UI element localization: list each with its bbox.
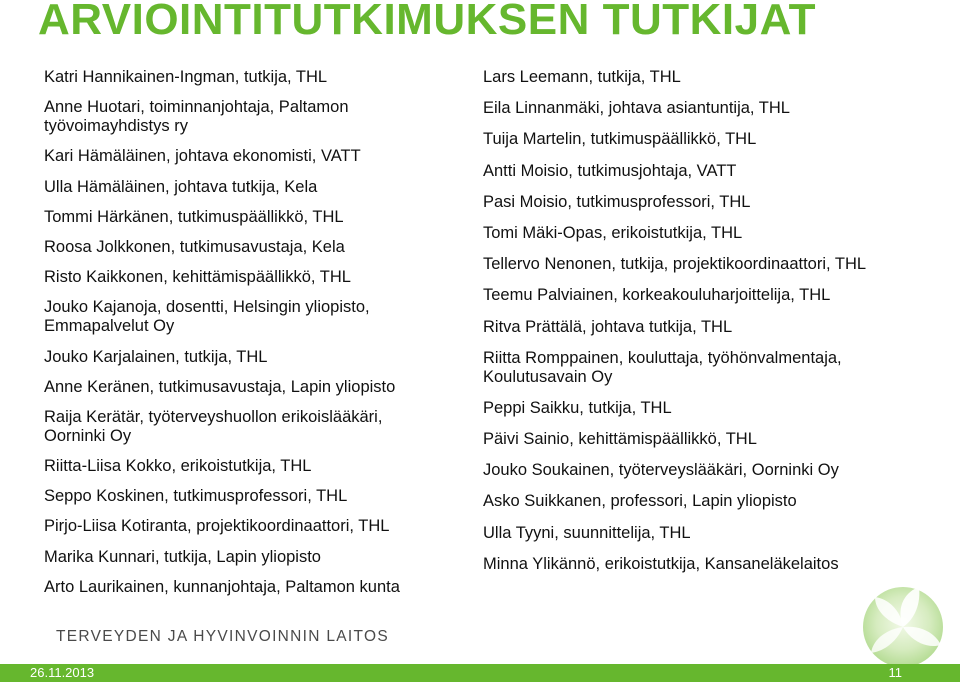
organization-name: TERVEYDEN JA HYVINVOINNIN LAITOS [56, 628, 390, 645]
page-number: 11 [888, 665, 902, 680]
list-item: Jouko Soukainen, työterveyslääkäri, Oorninki Oy [483, 461, 839, 480]
list-item: Seppo Koskinen, tutkimusprofessori, THL [44, 487, 348, 506]
list-item: Risto Kaikkonen, kehittämispäällikkö, THL [44, 268, 351, 287]
list-item: Anne Keränen, tutkimusavustaja, Lapin yliopisto [44, 377, 396, 396]
list-item: Minna Ylikännö, erikoistutkija, Kansaneläkelaitos [483, 554, 839, 573]
list-item: Ritva Prättälä, johtava tutkija, THL [483, 317, 733, 336]
list-item: Tomi Mäki-Opas, erikoistutkija, THL [483, 223, 743, 242]
list-item: Katri Hannikainen-Ingman, tutkija, THL [44, 68, 328, 86]
list-item: Marika Kunnari, tutkija, Lapin yliopisto [44, 547, 321, 566]
thl-leaf-icon [845, 575, 955, 665]
list-item: Ulla Hämäläinen, johtava tutkija, Kela [44, 177, 318, 196]
researcher-list-right [483, 68, 933, 586]
slide-title: ARVIOINTITUTKIMUKSEN TUTKIJAT [38, 0, 816, 44]
list-item: Anne Huotari, toiminnanjohtaja, Paltamon työvoimayhdistys ry [44, 98, 349, 136]
list-item: Jouko Karjalainen, tutkija, THL [44, 347, 268, 366]
list-item: Kari Hämäläinen, johtava ekonomisti, VATT [44, 147, 361, 166]
list-item: Lars Leemann, tutkija, THL [483, 68, 681, 86]
list-item: Eila Linnanmäki, johtava asiantuntija, THL [483, 99, 790, 118]
list-item: Päivi Sainio, kehittämispäällikkö, THL [483, 430, 757, 449]
list-item: Teemu Palviainen, korkeakouluharjoittelija, THL [483, 286, 831, 305]
list-item: Tellervo Nenonen, tutkija, projektikoordinaattori, THL [483, 255, 867, 274]
list-item: Jouko Kajanoja, dosentti, Helsingin yliopisto, Emmapalvelut Oy [44, 298, 370, 336]
list-item: Tuija Martelin, tutkimuspäällikkö, THL [483, 130, 757, 149]
list-item: Riitta-Liisa Kokko, erikoistutkija, THL [44, 457, 312, 476]
footer-bar [0, 664, 960, 682]
footer-date: 26.11.2013 [30, 665, 95, 680]
list-item: Ulla Tyyni, suunnittelija, THL [483, 523, 691, 542]
list-item: Arto Laurikainen, kunnanjohtaja, Paltamon kunta [44, 577, 400, 596]
researcher-list-left [44, 68, 444, 608]
list-item: Raija Kerätär, työterveyshuollon erikoislääkäri, Oorninki Oy [44, 407, 383, 445]
list-item: Pasi Moisio, tutkimusprofessori, THL [483, 192, 751, 211]
list-item: Peppi Saikku, tutkija, THL [483, 398, 672, 417]
list-item: Riitta Romppainen, kouluttaja, työhönvalmentaja, Koulutusavain Oy [483, 348, 842, 386]
list-item: Antti Moisio, tutkimusjohtaja, VATT [483, 161, 737, 180]
list-item: Asko Suikkanen, professori, Lapin yliopisto [483, 492, 797, 511]
list-item: Pirjo-Liisa Kotiranta, projektikoordinaattori, THL [44, 517, 390, 536]
list-item: Roosa Jolkkonen, tutkimusavustaja, Kela [44, 237, 345, 256]
list-item: Tommi Härkänen, tutkimuspäällikkö, THL [44, 207, 344, 226]
